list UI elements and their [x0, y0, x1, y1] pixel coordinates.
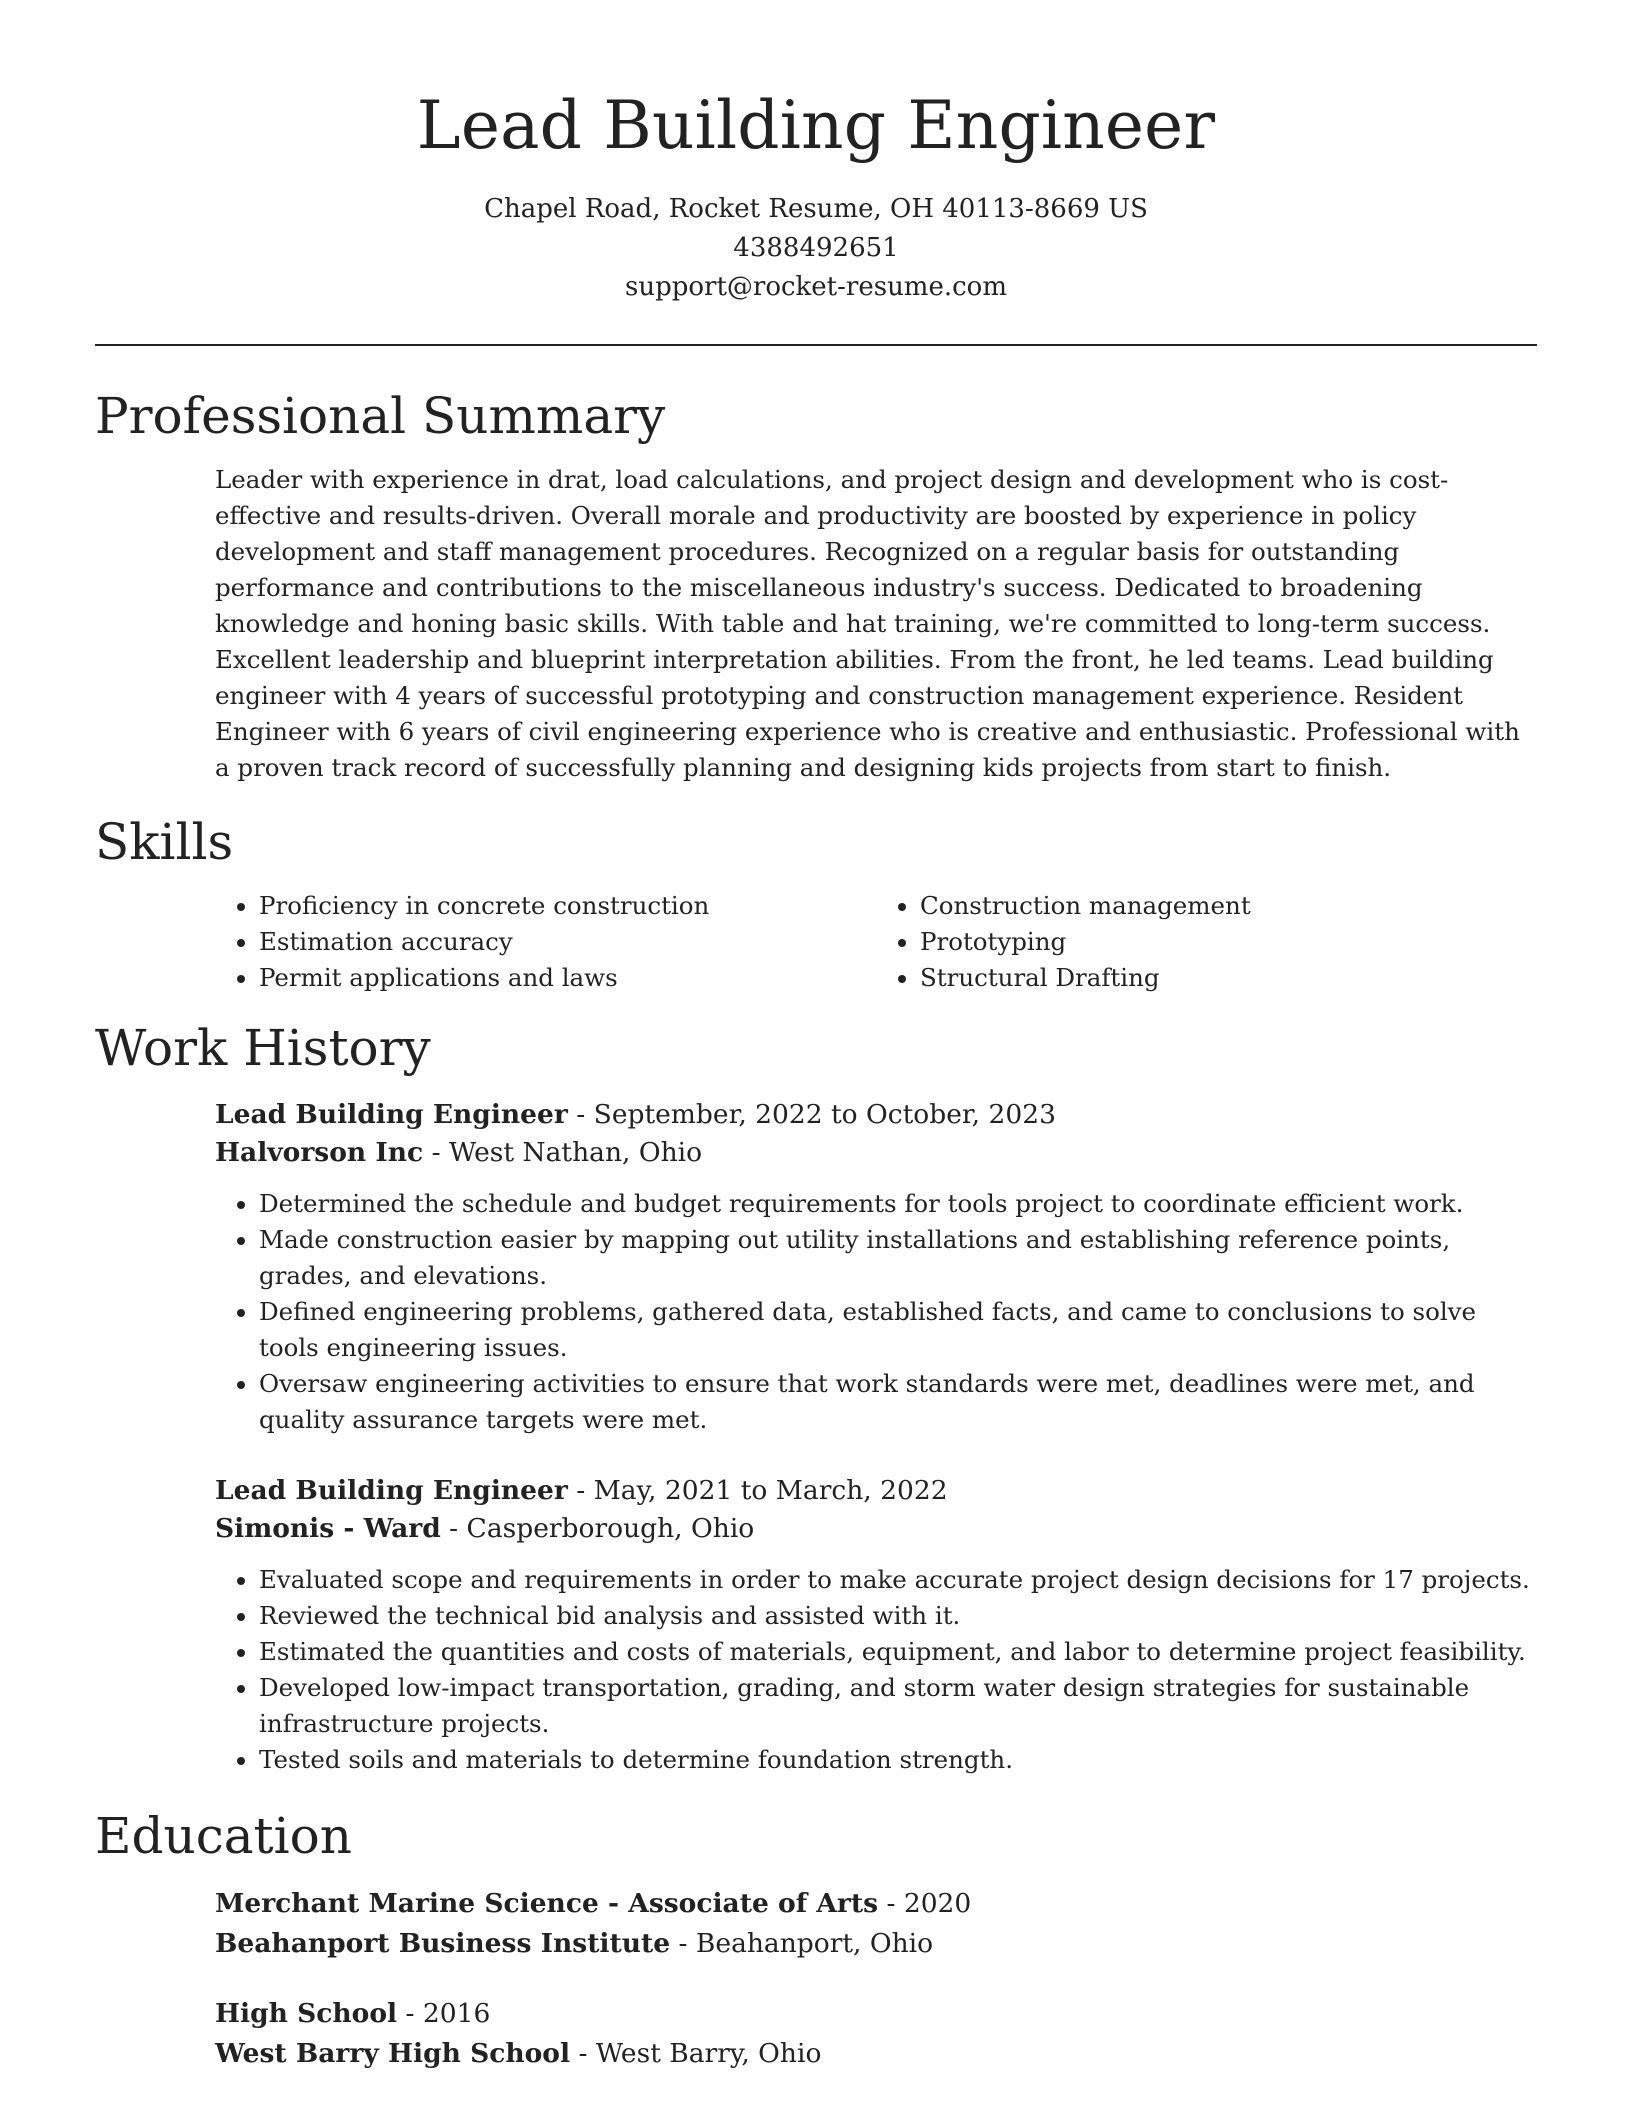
contact-phone: 4388492651	[733, 233, 899, 263]
skill-item: • Estimation accuracy	[259, 924, 876, 960]
skill-item: • Prototyping	[920, 924, 1537, 960]
job-role: Lead Building Engineer	[215, 1099, 568, 1130]
job-bullets	[215, 1562, 1537, 1778]
education-degree: High School	[215, 1998, 398, 2029]
education-year: - 2016	[397, 1998, 491, 2029]
education-degree-line	[215, 1994, 1537, 2034]
education-year: - 2020	[878, 1888, 972, 1919]
job-entry	[215, 1472, 1537, 1778]
skills-column-right	[876, 888, 1537, 996]
education-section	[95, 1804, 1537, 2074]
contact-block	[95, 190, 1537, 307]
education-school: West Barry High School	[215, 2038, 571, 2069]
job-dates: - September, 2022 to October, 2023	[567, 1099, 1056, 1130]
job-bullet: • Reviewed the technical bid analysis and assisted with it.	[259, 1598, 1537, 1634]
skill-item: • Structural Drafting	[920, 960, 1537, 996]
job-dates: - May, 2021 to March, 2022	[567, 1475, 948, 1506]
skills-grid	[215, 888, 1537, 996]
job-bullet: • Determined the schedule and budget requirements for tools project to coordinate efficient work.	[259, 1186, 1537, 1222]
job-role: Lead Building Engineer	[215, 1475, 568, 1506]
job-company-line	[215, 1510, 1537, 1548]
education-entry	[215, 1994, 1537, 2074]
job-location: - Casperborough, Ohio	[440, 1513, 755, 1544]
work-history-section	[95, 1016, 1537, 1778]
education-location: - Beahanport, Ohio	[670, 1928, 934, 1959]
job-bullet: • Oversaw engineering activities to ensure that work standards were met, deadlines were met, and quality assurance targets were met.	[259, 1366, 1537, 1438]
education-degree: Merchant Marine Science - Associate of Arts	[215, 1888, 879, 1919]
education-heading: Education	[95, 1807, 352, 1865]
education-school-line	[215, 1924, 1537, 1964]
summary-section	[95, 384, 1537, 786]
job-bullet: • Defined engineering problems, gathered data, established facts, and came to conclusions to solve tools engineering issues.	[259, 1294, 1537, 1366]
summary-heading: Professional Summary	[95, 387, 666, 445]
education-school: Beahanport Business Institute	[215, 1928, 671, 1959]
job-company: Halvorson Inc	[215, 1137, 424, 1168]
education-entry	[215, 1884, 1537, 1964]
job-bullet: • Evaluated scope and requirements in order to make accurate project design decisions for 17 projects.	[259, 1562, 1537, 1598]
education-school-line	[215, 2034, 1537, 2074]
skills-column-left	[215, 888, 876, 996]
education-location: - West Barry, Ohio	[570, 2038, 822, 2069]
skill-item: • Permit applications and laws	[259, 960, 876, 996]
job-bullet: • Tested soils and materials to determine foundation strength.	[259, 1742, 1537, 1778]
job-title-line	[215, 1096, 1537, 1134]
job-company-line	[215, 1134, 1537, 1172]
job-location: - West Nathan, Ohio	[423, 1137, 703, 1168]
job-bullet: • Developed low-impact transportation, grading, and storm water design strategies for sustainable infrastructure projects.	[259, 1670, 1537, 1742]
job-company: Simonis - Ward	[215, 1513, 441, 1544]
summary-text: Leader with experience in drat, load calculations, and project design and development who is cost-effective and results-driven. Overall morale and productivity are boosted by experience in policy development and staff management procedures. Recognized on a regular basis for outstanding performance and contributions to the miscellaneous industry's success. Dedicated to broadening knowledge and honing basic skills. With table and hat training, we're committed to long-term success. Excellent leadership and blueprint interpretation abilities. From the front, he led teams. Lead building engineer with 4 years of successful prototyping and construction management experience. Resident Engineer with 6 years of civil engineering experience who is creative and enthusiastic. Professional with a proven track record of successfully planning and designing kids projects from start to finish.	[215, 465, 1520, 782]
skills-section	[95, 810, 1537, 996]
job-title-line	[215, 1472, 1537, 1510]
resume-title: Lead Building Engineer	[416, 87, 1216, 164]
job-bullet: • Estimated the quantities and costs of materials, equipment, and labor to determine project feasibility.	[259, 1634, 1537, 1670]
skill-item: • Proficiency in concrete construction	[259, 888, 876, 924]
work-history-heading: Work History	[95, 1019, 431, 1077]
header-divider	[95, 344, 1537, 346]
job-entry	[215, 1096, 1537, 1438]
education-degree-line	[215, 1884, 1537, 1924]
job-bullets	[215, 1186, 1537, 1438]
contact-address: Chapel Road, Rocket Resume, OH 40113-8669 US	[484, 194, 1148, 224]
contact-email: support@rocket-resume.com	[624, 272, 1007, 302]
skills-heading: Skills	[95, 813, 234, 871]
skill-item: • Construction management	[920, 888, 1537, 924]
job-bullet: • Made construction easier by mapping out utility installations and establishing reference points, grades, and elevations.	[259, 1222, 1537, 1294]
